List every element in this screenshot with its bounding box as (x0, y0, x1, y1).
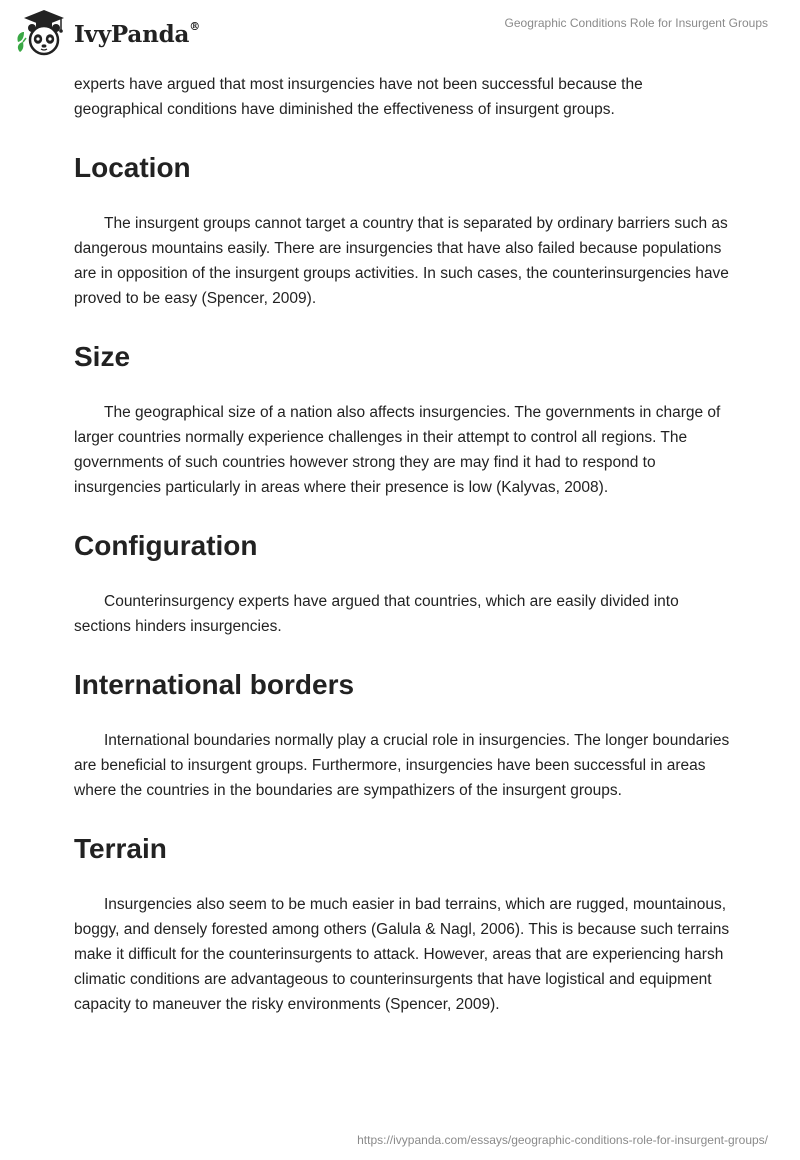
heading-size: Size (74, 341, 131, 372)
heading-terrain: Terrain (74, 833, 167, 864)
paragraph-size: The geographical size of a nation also affects insurgencies. The governments in charge of larger countries normally experience challenges in their attempt to control all regions. The governments of such countries however strong they are may find it had to respond to insurgencies particularly in areas where their presence is low (Kalyvas, 2008). (74, 404, 721, 496)
document-title: Geographic Conditions Role for Insurgent Groups (504, 16, 768, 30)
brand-name: IvyPanda® (74, 19, 200, 48)
paragraph-terrain: Insurgencies also seem to be much easier in bad terrains, which are rugged, mountainous, boggy, and densely forested among others (Galula & Nagl, 2006). This is because such terrains make it difficult for the counterinsurgents to attack. However, areas that are experiencing harsh climatic conditions are advantageous to counterinsurgents that have logistical and equipment capacity to maneuver the risky environments (Spencer, 2009). (74, 896, 730, 1013)
panda-icon (14, 8, 70, 58)
paragraph-configuration: Counterinsurgency experts have argued that countries, which are easily divided into sections hinders insurgencies. (74, 593, 679, 635)
intro-paragraph: experts have argued that most insurgencies have not been successful because the geographical conditions have diminished the effectiveness of insurgent groups. (74, 76, 643, 118)
ivypanda-logo[interactable] (14, 8, 200, 58)
heading-international-borders: International borders (74, 669, 355, 700)
essay-body (74, 72, 730, 1017)
paragraph-international-borders: International boundaries normally play a crucial role in insurgencies. The longer boundaries are beneficial to insurgent groups. Furthermore, insurgencies have been successful in areas where the countries in the boundaries are sympathizers of the insurgent groups. (74, 732, 730, 799)
source-url-link[interactable]: https://ivypanda.com/essays/geographic-conditions-role-for-insurgent-groups/ (357, 1133, 768, 1147)
heading-configuration: Configuration (74, 530, 258, 561)
page-header (0, 0, 800, 64)
heading-location: Location (74, 152, 191, 183)
paragraph-location: The insurgent groups cannot target a country that is separated by ordinary barriers such as dangerous mountains easily. There are insurgencies that have also failed because populations are in opposition of the insurgent groups activities. In such cases, the counterinsurgencies have proved to be easy (Spencer, 2009). (74, 215, 729, 307)
